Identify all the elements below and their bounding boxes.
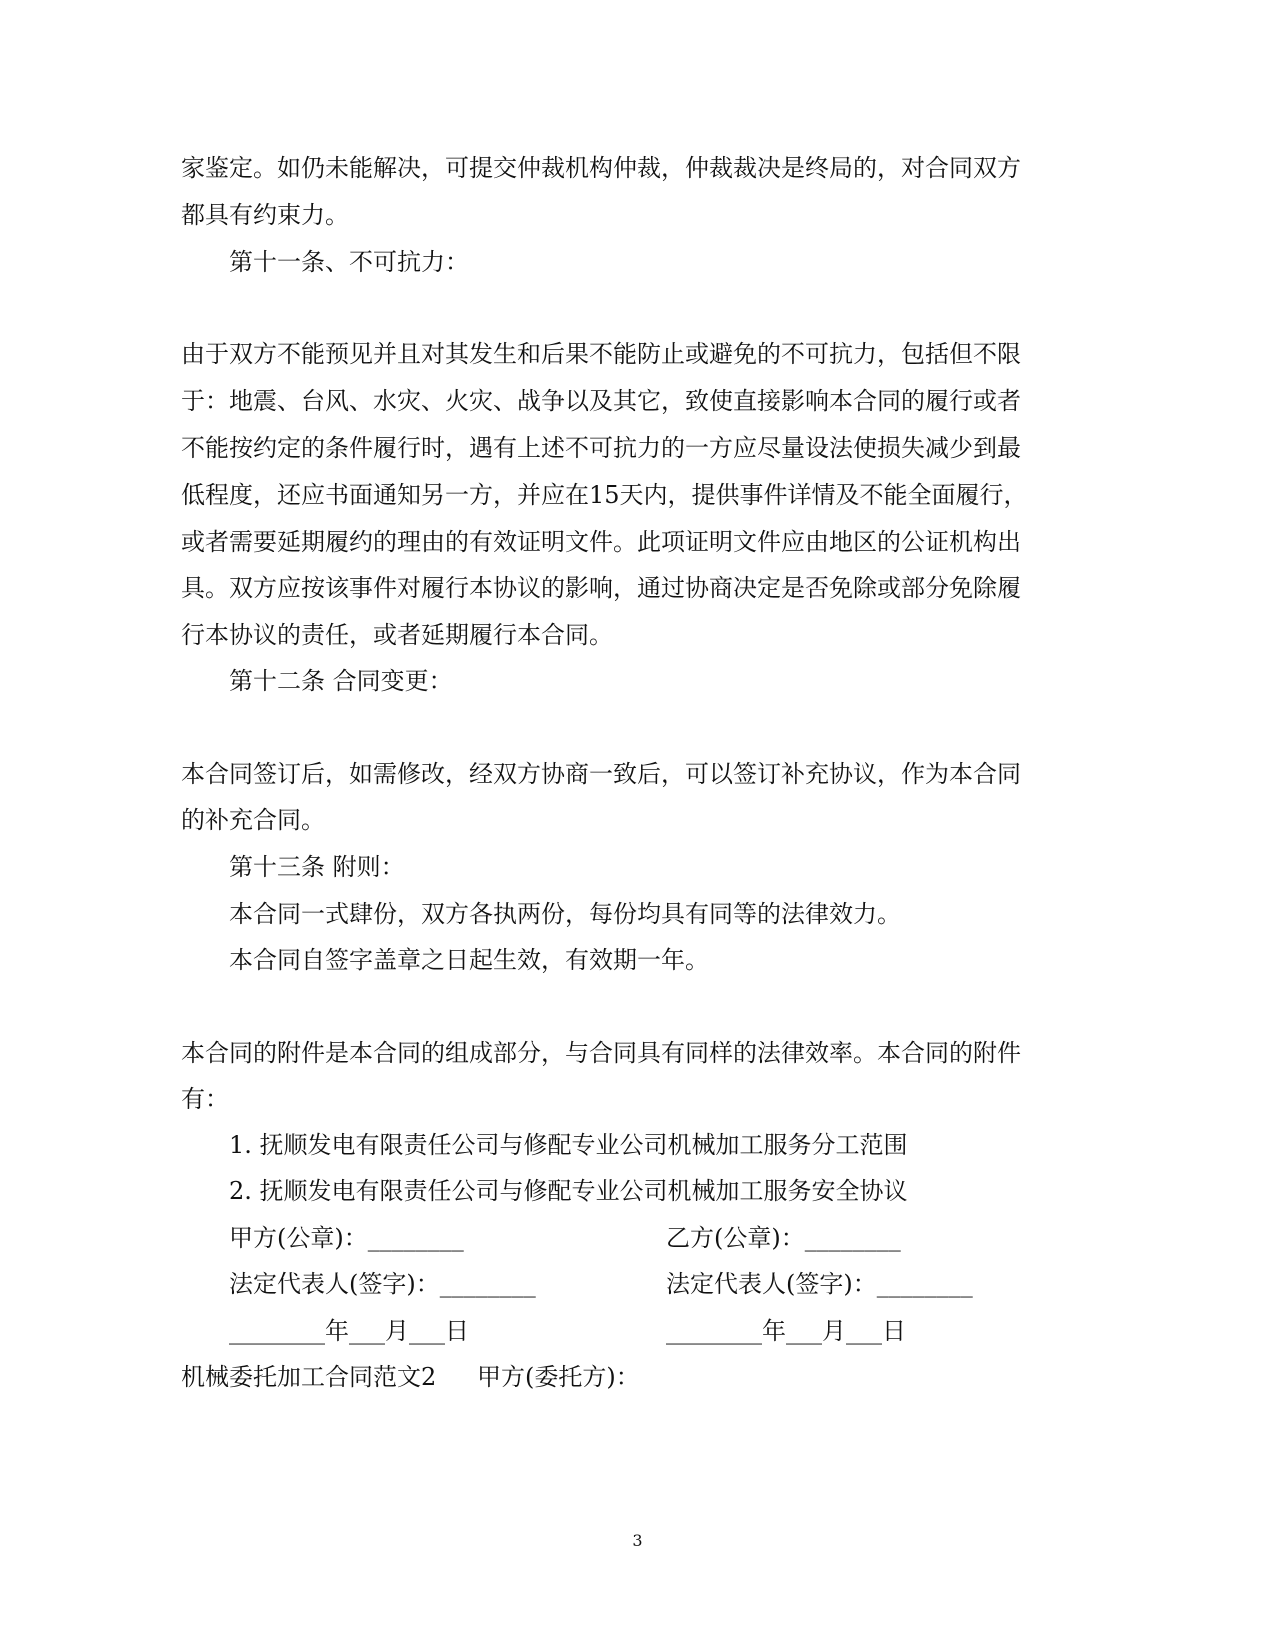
article-heading: 第十二条 合同变更： (229, 667, 453, 695)
party-b-seal: 乙方(公章)：________ (666, 1224, 901, 1252)
paragraph-line: 本合同签订后，如需修改，经双方协商一致后，可以签订补充协议，作为本合同 (181, 760, 1021, 788)
paragraph-line: 具。双方应按该事件对履行本协议的影响，通过协商决定是否免除或部分免除履 (181, 574, 1021, 602)
party-a-date: ________年___月___日 (229, 1317, 469, 1345)
next-document-title: 机械委托加工合同范文2 (181, 1363, 437, 1391)
attachment-item: 1. 抚顺发电有限责任公司与修配专业公司机械加工服务分工范围 (229, 1131, 908, 1159)
party-b-representative: 法定代表人(签字)：________ (666, 1270, 973, 1298)
paragraph-line: 或者需要延期履约的理由的有效证明文件。此项证明文件应由地区的公证机构出 (181, 528, 1021, 556)
article-heading: 第十一条、不可抗力： (229, 248, 469, 276)
paragraph-line: 有： (181, 1085, 229, 1113)
paragraph-line: 不能按约定的条件履行时，遇有上述不可抗力的一方应尽量设法使损失减少到最 (181, 434, 1021, 462)
party-b-date: ________年___月___日 (666, 1317, 906, 1345)
paragraph-line: 行本协议的责任，或者延期履行本合同。 (181, 621, 613, 649)
paragraph-line: 由于双方不能预见并且对其发生和后果不能防止或避免的不可抗力，包括但不限 (181, 340, 1021, 368)
paragraph-line: 的补充合同。 (181, 806, 325, 834)
paragraph-line: 都具有约束力。 (181, 201, 349, 229)
attachment-item: 2. 抚顺发电有限责任公司与修配专业公司机械加工服务安全协议 (229, 1177, 908, 1205)
page-number: 3 (632, 1531, 643, 1550)
clause-line: 本合同一式肆份，双方各执两份，每份均具有同等的法律效力。 (229, 900, 901, 928)
paragraph-line: 于：地震、台风、水灾、火灾、战争以及其它，致使直接影响本合同的履行或者 (181, 387, 1021, 415)
next-party-a-label: 甲方(委托方)： (477, 1363, 640, 1391)
paragraph-line: 本合同的附件是本合同的组成部分，与合同具有同样的法律效率。本合同的附件 (181, 1039, 1021, 1067)
party-a-representative: 法定代表人(签字)：________ (229, 1270, 536, 1298)
clause-line: 本合同自签字盖章之日起生效，有效期一年。 (229, 946, 709, 974)
article-heading: 第十三条 附则： (229, 853, 405, 881)
paragraph-line: 家鉴定。如仍未能解决，可提交仲裁机构仲裁，仲裁裁决是终局的，对合同双方 (181, 154, 1021, 182)
paragraph-line: 低程度，还应书面通知另一方，并应在15天内，提供事件详情及不能全面履行， (181, 481, 1028, 509)
party-a-seal: 甲方(公章)：________ (229, 1224, 464, 1252)
